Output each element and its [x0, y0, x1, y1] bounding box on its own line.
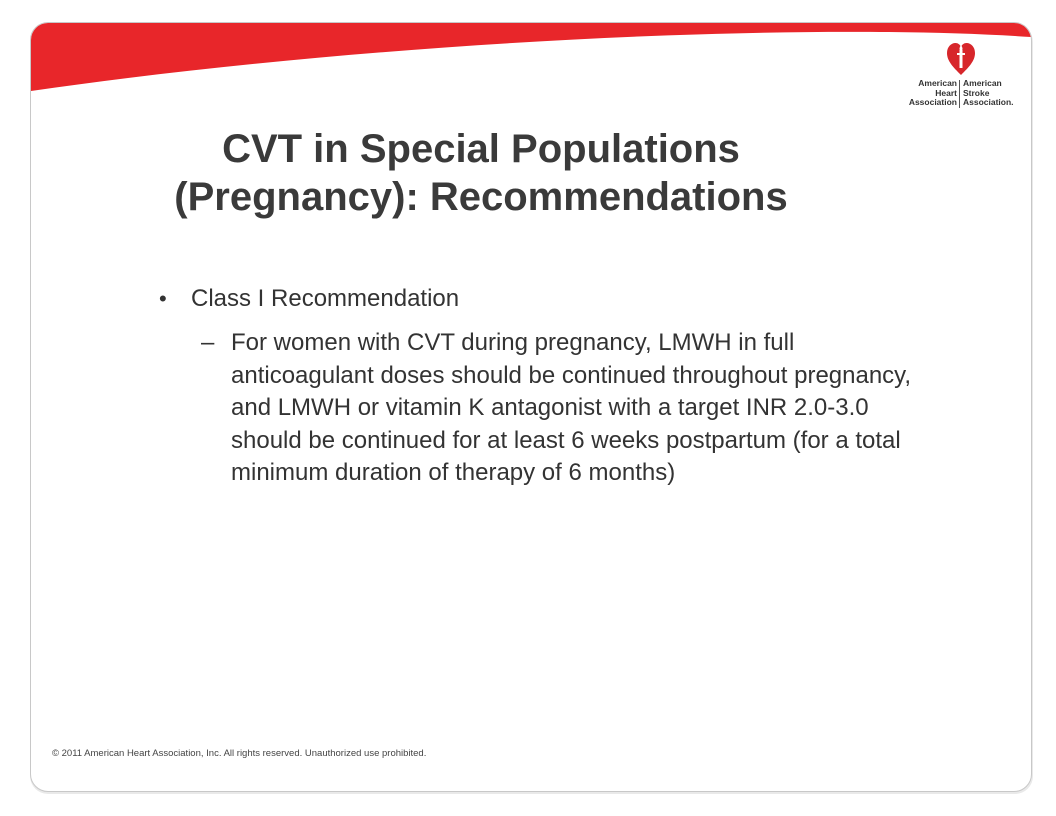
red-header-band: [31, 23, 1031, 123]
heart-torch-icon: [947, 43, 975, 77]
logo-divider: [959, 80, 960, 108]
bullet-text: Class I Recommendation: [191, 285, 460, 312]
aha-asa-logo: [901, 43, 1021, 125]
copyright-footer: © 2011 American Heart Association, Inc. All rights reserved. Unauthorized use prohibited.: [52, 748, 427, 759]
slide-body: [159, 285, 929, 490]
sub-bullet-item: [159, 327, 929, 490]
sub-bullet-text: For women with CVT during pregnancy, LMWH in full anticoagulant doses should be continued throughout pregnancy, and LMWH or vitamin K antagonist with a target INR 2.0-3.0 should be continued for at least 6 weeks postpartum (for a total minimum duration of therapy of 6 months): [231, 329, 912, 486]
aha-logo-text: American Heart Association: [908, 78, 957, 107]
slide-frame: [30, 22, 1032, 792]
asa-logo-text: American Stroke Association.: [963, 78, 1014, 107]
dash-marker: –: [201, 329, 215, 356]
bullet-item: [159, 285, 929, 313]
title-line-2: (Pregnancy): Recommendations: [174, 175, 788, 219]
bullet-marker: •: [159, 286, 167, 311]
title-line-1: CVT in Special Populations: [222, 127, 740, 171]
red-swoosh: [31, 23, 1031, 91]
slide-title: [31, 125, 931, 221]
